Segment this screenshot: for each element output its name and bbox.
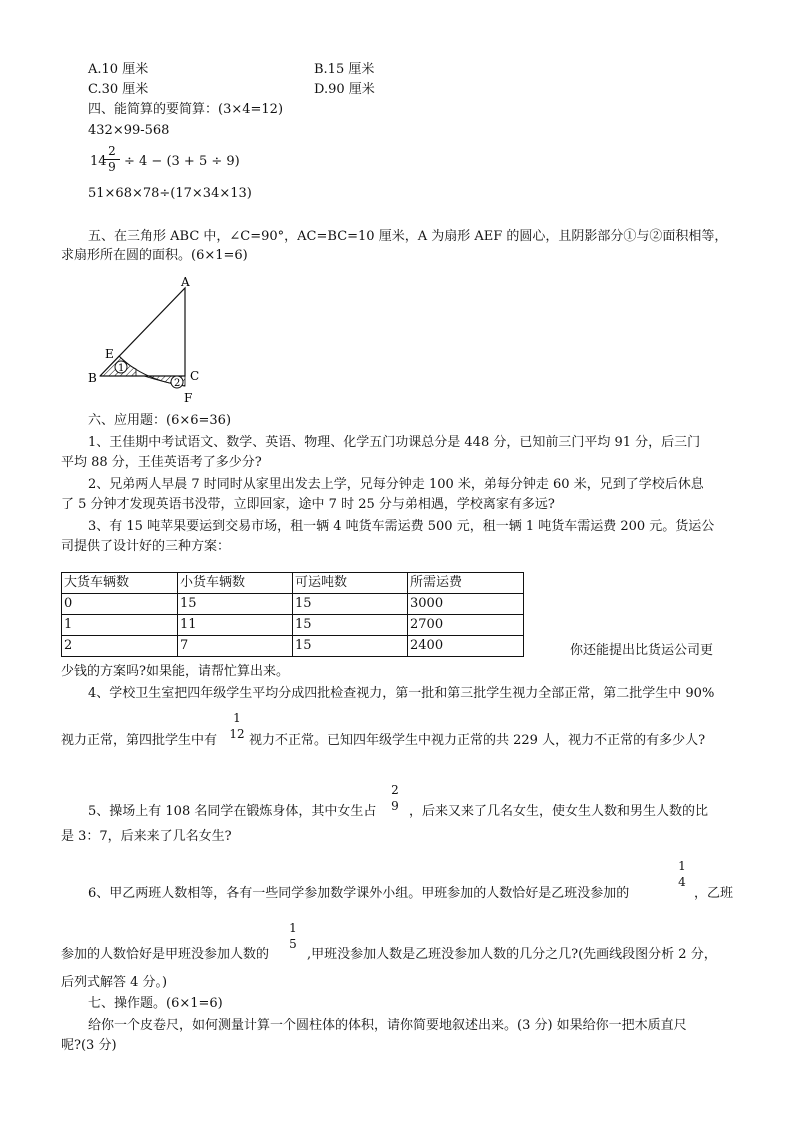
section4-title: 四、能简算的要简算：(3×4=12) bbox=[88, 102, 284, 117]
fraction-denominator: 12 bbox=[229, 727, 245, 741]
q4-line2-post: 视力不正常。已知四年级学生中视力正常的共 229 人，视力不正常的有多少人? bbox=[249, 733, 706, 748]
expr2-whole: 14 bbox=[90, 154, 107, 169]
q1-line2: 平均 88 分，王佳英语考了多少分? bbox=[61, 455, 262, 470]
expr2-fraction bbox=[104, 145, 120, 174]
table-row bbox=[62, 594, 524, 615]
table-cell: 11 bbox=[178, 615, 293, 636]
fraction-denominator: 5 bbox=[289, 937, 297, 951]
table-cell: 2700 bbox=[408, 615, 524, 636]
q5-line1 bbox=[88, 784, 758, 820]
table-cell: 15 bbox=[293, 594, 408, 615]
section4-expr3: 51×68×78÷(17×34×13) bbox=[88, 186, 252, 201]
q2-line1: 2、兄弟两人早晨 7 时同时从家里出发去上学，兄每分钟走 100 米，弟每分钟走 60 米，兄到了学校后休息 bbox=[88, 477, 704, 492]
section6-title: 六、应用题：(6×6=36) bbox=[88, 413, 232, 428]
q6-line2-post: ,甲班没参加人数是乙班没参加人数的几分之几?(先画线段图分析 2 分， bbox=[307, 947, 717, 962]
label-c: C bbox=[190, 369, 200, 383]
q5-line2: 是 3：7，后来来了几名女生? bbox=[61, 829, 232, 844]
q5-line1-pre: 5、操场上有 108 名同学在锻炼身体，其中女生占 bbox=[88, 804, 377, 819]
table-header-row bbox=[62, 573, 524, 594]
table-cell: 1 bbox=[62, 615, 178, 636]
fraction-numerator: 2 bbox=[391, 783, 399, 797]
table-header-cell: 大货车辆数 bbox=[62, 573, 178, 594]
q4-line1: 4、学校卫生室把四年级学生平均分成四批检查视力，第一批和第三批学生视力全部正常，第二批学生中 90% bbox=[88, 686, 715, 701]
q4-line2 bbox=[61, 712, 761, 748]
option-b: B.15 厘米 bbox=[314, 62, 375, 77]
fraction-numerator: 1 bbox=[289, 921, 297, 935]
section7-title: 七、操作题。(6×1=6) bbox=[88, 996, 223, 1011]
q3-line3: 少钱的方案吗?如果能，请帮忙算出来。 bbox=[61, 664, 289, 679]
q5-fraction bbox=[387, 784, 403, 813]
freight-plan-table bbox=[61, 572, 524, 657]
label-f: F bbox=[184, 391, 193, 405]
table-cell: 7 bbox=[178, 636, 293, 657]
q6-line3: 后列式解答 4 分。) bbox=[61, 975, 168, 990]
q6-line1 bbox=[88, 860, 748, 900]
table-cell: 15 bbox=[178, 594, 293, 615]
table-row bbox=[62, 636, 524, 657]
expr2-rest: ÷ 4 − (3 + 5 ÷ 9) bbox=[124, 154, 240, 169]
section5-line2: 求扇形所在圆的面积。(6×1=6) bbox=[61, 248, 248, 263]
table-row bbox=[62, 615, 524, 636]
table-cell: 15 bbox=[293, 615, 408, 636]
option-d: D.90 厘米 bbox=[314, 82, 375, 97]
section7-line2: 呢?(3 分) bbox=[61, 1038, 117, 1053]
table-header-cell: 可运吨数 bbox=[293, 573, 408, 594]
fraction-denominator: 9 bbox=[391, 799, 399, 813]
q6-line2-pre: 参加的人数恰好是甲班没参加人数的 bbox=[61, 947, 270, 962]
q6-line2 bbox=[61, 922, 761, 962]
label-a: A bbox=[181, 275, 190, 289]
q1-line1: 1、王佳期中考试语文、数学、英语、物理、化学五门功课总分是 448 分，已知前三门平均 91 分，后三门 bbox=[88, 435, 701, 450]
q3-line2: 司提供了设计好的三种方案： bbox=[61, 539, 231, 554]
section7-line1: 给你一个皮卷尺，如何测量计算一个圆柱体的体积，请你简要地叙述出来。(3 分) 如果给你一把木质直尺 bbox=[88, 1018, 687, 1033]
section5-line1: 五、在三角形 ABC 中，∠C=90°，AC=BC=10 厘米，A 为扇形 AEF 的圆心，且阴影部分①与②面积相等， bbox=[88, 229, 728, 244]
q6-line1-post: ，乙班 bbox=[694, 886, 734, 901]
fraction-denominator: 9 bbox=[108, 160, 116, 174]
table-cell: 2 bbox=[62, 636, 178, 657]
label-e: E bbox=[105, 347, 114, 361]
fraction-numerator: 1 bbox=[233, 711, 241, 725]
q2-line2: 了 5 分钟才发现英语书没带，立即回家，途中 7 时 25 分与弟相遇，学校离家有多远? bbox=[61, 497, 555, 512]
table-cell: 2400 bbox=[408, 636, 524, 657]
table-header-cell: 所需运费 bbox=[408, 573, 524, 594]
q6-fraction-1 bbox=[674, 860, 690, 889]
q5-line1-post: ，后来又来了几名女生，使女生人数和男生人数的比 bbox=[409, 804, 709, 819]
option-a: A.10 厘米 bbox=[88, 62, 149, 77]
q4-line2-pre: 视力正常，第四批学生中有 bbox=[61, 733, 218, 748]
label-b: B bbox=[88, 371, 97, 385]
section4-expr1: 432×99-568 bbox=[88, 123, 170, 138]
table-cell: 0 bbox=[62, 594, 178, 615]
marker-1-label: 1 bbox=[118, 363, 125, 374]
fraction-denominator: 4 bbox=[678, 875, 686, 889]
q6-line1-pre: 6、甲乙两班人数相等，各有一些同学参加数学课外小组。甲班参加的人数恰好是乙班没参加的 bbox=[88, 886, 630, 901]
table-cell: 3000 bbox=[408, 594, 524, 615]
table-header-cell: 小货车辆数 bbox=[178, 573, 293, 594]
option-c: C.30 厘米 bbox=[88, 82, 149, 97]
fraction-numerator: 2 bbox=[108, 144, 116, 158]
marker-2-label: 2 bbox=[174, 378, 181, 389]
triangle-figure bbox=[88, 272, 218, 407]
q6-fraction-2 bbox=[285, 922, 301, 951]
table-cell: 15 bbox=[293, 636, 408, 657]
q3-after-table: 你还能提出比货运公司更 bbox=[570, 643, 714, 658]
q3-line1: 3、有 15 吨苹果要运到交易市场，租一辆 4 吨货车需运费 500 元，租一辆 1 吨货车需运费 200 元。货运公 bbox=[88, 519, 715, 534]
q4-fraction bbox=[228, 712, 246, 741]
fraction-numerator: 1 bbox=[678, 859, 686, 873]
